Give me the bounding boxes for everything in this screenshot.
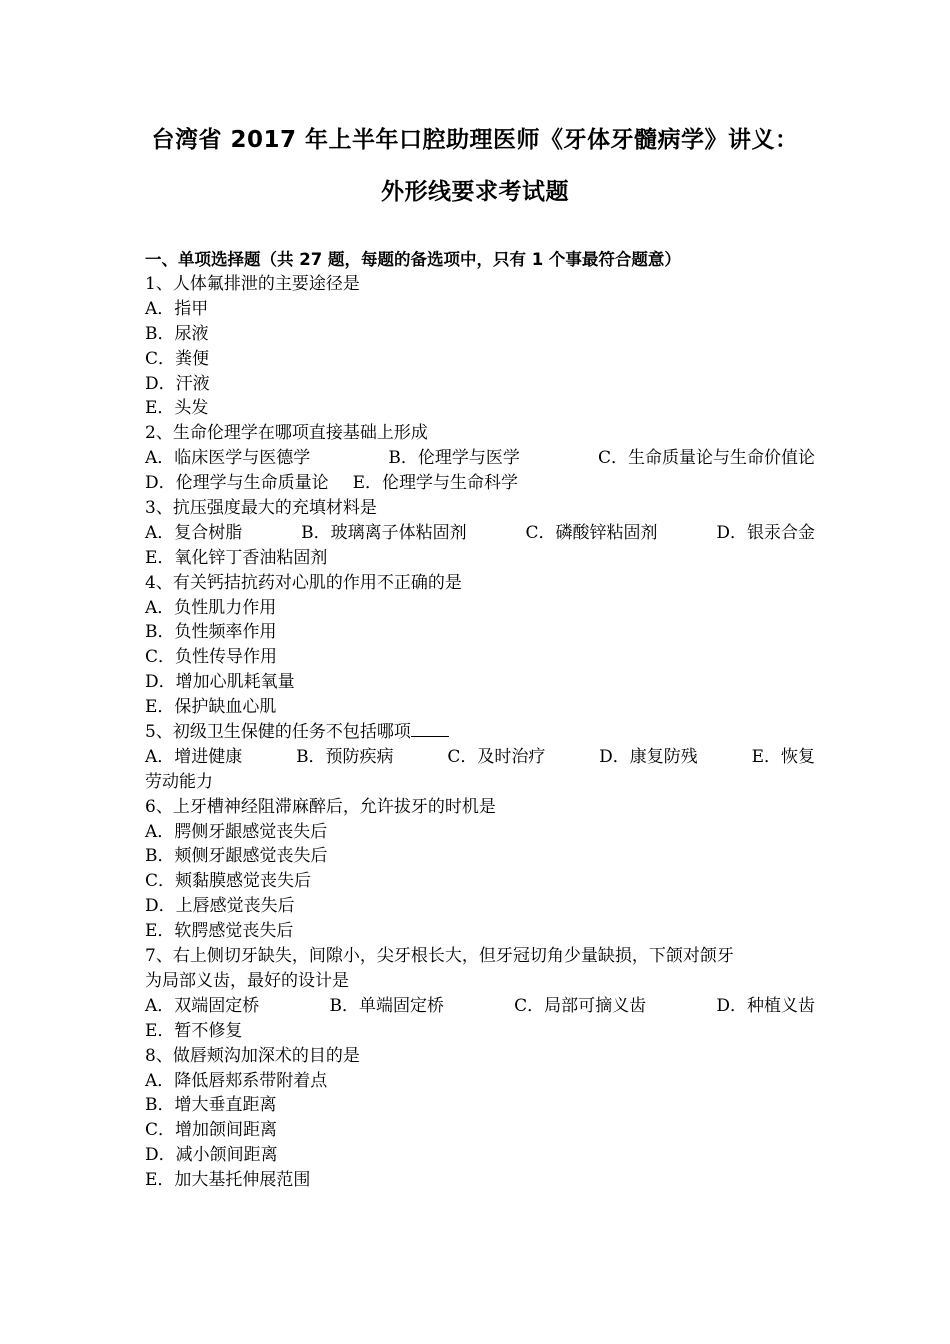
- answer-option: E．氧化锌丁香油粘固剂: [145, 547, 328, 568]
- answer-option: D．增加心肌耗氧量: [145, 672, 295, 693]
- answer-option: C．增加颌间距离: [145, 1120, 278, 1141]
- answer-option: C．生命质量论与生命价值论: [597, 448, 815, 469]
- answer-option: A．指甲: [145, 298, 209, 319]
- answer-option: E．伦理学与生命科学: [352, 473, 519, 494]
- answer-option: D．上唇感觉丧失后: [145, 896, 295, 917]
- answer-option: B．伦理学与医学: [388, 448, 520, 469]
- answer-option: C．磷酸锌粘固剂: [525, 522, 658, 543]
- answer-option: D．伦理学与生命质量论: [145, 473, 329, 494]
- question-stem: 8、做唇颊沟加深术的目的是: [145, 1045, 360, 1066]
- answer-option: D．汗液: [145, 373, 210, 394]
- answer-option: A．临床医学与医德学: [145, 448, 311, 469]
- option-row: [145, 994, 815, 1019]
- answer-option: B．增大垂直距离: [145, 1095, 277, 1116]
- answer-option: A．腭侧牙龈感觉丧失后: [145, 821, 328, 842]
- answer-option: A．双端固定桥: [145, 995, 260, 1016]
- answer-option: B．单端固定桥: [329, 995, 444, 1016]
- answer-option: E．软腭感觉丧失后: [145, 921, 294, 942]
- answer-option: E．加大基托伸展范围: [145, 1170, 311, 1191]
- answer-option: D．种植义齿: [716, 995, 815, 1016]
- answer-option: C．及时治疗: [447, 746, 546, 767]
- answer-option: D．康复防残: [599, 746, 698, 767]
- answer-option: E．暂不修复: [145, 1020, 243, 1041]
- answer-option: A．降低唇郏系带附着点: [145, 1070, 328, 1091]
- answer-option: C．局部可摘义齿: [514, 995, 647, 1016]
- answer-option: A．复合树脂: [145, 522, 243, 543]
- option-row: [145, 521, 815, 546]
- answer-option: B．尿液: [145, 323, 209, 344]
- document-subtitle: 外形线要求考试题: [381, 179, 569, 205]
- option-row: [145, 446, 815, 471]
- option-row: [145, 745, 815, 770]
- question-list: [145, 272, 815, 1193]
- question-stem: 2、生命伦理学在哪项直接基础上形成: [145, 423, 428, 444]
- question-stem-continued: 为局部义齿，最好的设计是: [145, 970, 349, 991]
- answer-option-continued: 劳动能力: [145, 771, 213, 792]
- answer-option: B．负性频率作用: [145, 622, 277, 643]
- question-stem: 4、有关钙拮抗药对心肌的作用不正确的是: [145, 572, 462, 593]
- answer-option: B．颊侧牙龈感觉丧失后: [145, 846, 328, 867]
- answer-option: D．减小颌间距离: [145, 1145, 278, 1166]
- question-stem-with-blank: [145, 720, 815, 745]
- answer-option: A．增进健康: [145, 746, 243, 767]
- section-heading: 一、单项选择题（共 27 题，每题的备选项中，只有 1 个事最符合题意）: [145, 250, 681, 269]
- answer-option: D．银汞合金: [716, 522, 815, 543]
- answer-option: E．头发: [145, 398, 209, 419]
- answer-option: A．负性肌力作用: [145, 597, 277, 618]
- answer-option: B．玻璃离子体粘固剂: [301, 522, 467, 543]
- answer-option: E．恢复: [751, 746, 815, 767]
- fill-in-blank: [411, 720, 449, 737]
- answer-option: B．预防疾病: [296, 746, 394, 767]
- answer-option: C．负性传导作用: [145, 647, 278, 668]
- question-stem: 6、上牙槽神经阻滞麻醉后，允许拔牙的时机是: [145, 796, 496, 817]
- answer-option: C．颊黏膜感觉丧失后: [145, 871, 312, 892]
- question-stem: 7、右上侧切牙缺失，间隙小，尖牙根长大，但牙冠切角少量缺损，下颌对颌牙: [145, 946, 734, 967]
- answer-option: C．粪便: [145, 348, 210, 369]
- question-stem: 3、抗压强度最大的充填材料是: [145, 498, 377, 519]
- option-row: [145, 471, 815, 496]
- document-title: 台湾省 2017 年上半年口腔助理医师《牙体牙髓病学》讲义：: [151, 127, 799, 153]
- question-stem: 1、人体氟排泄的主要途径是: [145, 274, 360, 294]
- answer-option: E．保护缺血心肌: [145, 697, 277, 718]
- question-stem: 5、初级卫生保健的任务不包括哪项: [145, 722, 411, 743]
